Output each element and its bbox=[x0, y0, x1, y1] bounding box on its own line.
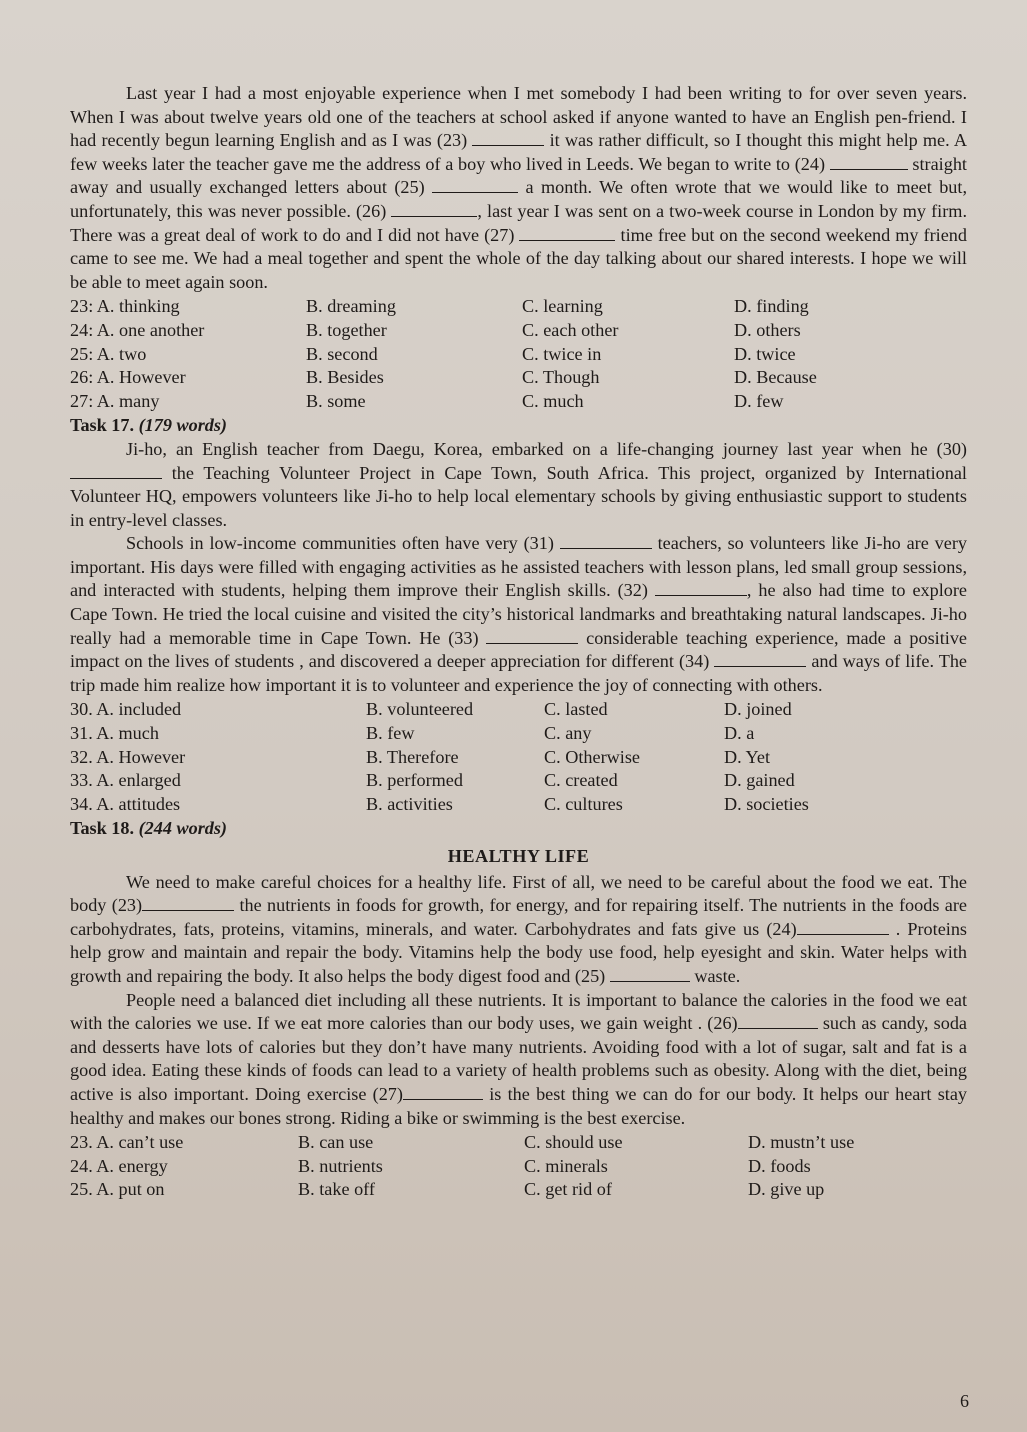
task16-options bbox=[70, 295, 967, 413]
option-31-a[interactable]: 31. A. much bbox=[70, 723, 159, 744]
option-31-b[interactable]: B. few bbox=[366, 723, 415, 744]
option-34-d[interactable]: D. societies bbox=[724, 793, 809, 814]
option-h25-a[interactable]: 25. A. put on bbox=[70, 1179, 165, 1200]
option-h25-d[interactable]: D. give up bbox=[748, 1179, 825, 1200]
volunteer-passage-p2: Schools in low-income communities often have very (31) teachers, so volunteers like Ji-ho are very important. His days were filled with engaging activities as he assisted teachers with lesson plans, led small group sessions, and interacted with students, helping them improve their English skills. (32) , he also had time to explore Cape Town. He tried the local cuisine and visited the city’s historical landmarks and breathtaking natural landscapes. Ji-ho really had a memorable time in Cape Town. He (33) considerable teaching experience, made a positive impact on the lives of students , and discovered a deeper appreciation for different (34) and ways of life. The trip made him realize how important it is to volunteer and experience the joy of connecting with others. bbox=[70, 533, 968, 695]
blank-34 bbox=[714, 652, 806, 667]
option-row-23 bbox=[70, 295, 967, 319]
option-h23-a[interactable]: 23. A. can’t use bbox=[70, 1132, 184, 1153]
volunteer-passage-p1: Ji-ho, an English teacher from Daegu, Korea, embarked on a life-changing journey last year when he (30) the Teaching Volunteer Project in Cape Town, South Africa. This project, organized by International Volunteer HQ, empowers volunteers like Ji-ho to help local elementary schools by giving enthusiastic support to students in entry-level classes. bbox=[70, 438, 967, 530]
option-h24-a[interactable]: 24. A. energy bbox=[70, 1155, 168, 1176]
option-30-c[interactable]: C. lasted bbox=[544, 699, 608, 720]
option-30-d[interactable]: D. joined bbox=[724, 699, 792, 720]
task18-heading: Task 18. (244 words) bbox=[70, 818, 227, 839]
option-h23-b[interactable]: B. can use bbox=[298, 1132, 374, 1153]
option-row-25 bbox=[70, 343, 967, 367]
task17-heading: Task 17. (179 words) bbox=[70, 415, 227, 436]
option-25-d[interactable]: D. twice bbox=[734, 343, 796, 364]
option-27-a[interactable]: 27: A. many bbox=[70, 390, 160, 411]
option-33-b[interactable]: B. performed bbox=[366, 770, 463, 791]
option-h25-b[interactable]: B. take off bbox=[298, 1179, 375, 1200]
option-row-h23 bbox=[70, 1131, 967, 1155]
page-number: 6 bbox=[960, 1391, 969, 1412]
option-33-d[interactable]: D. gained bbox=[724, 770, 795, 791]
option-h24-b[interactable]: B. nutrients bbox=[298, 1155, 383, 1176]
option-32-b[interactable]: B. Therefore bbox=[366, 746, 459, 767]
option-30-a[interactable]: 30. A. included bbox=[70, 699, 182, 720]
option-row-33 bbox=[70, 769, 967, 793]
option-row-h24 bbox=[70, 1155, 967, 1179]
option-33-c[interactable]: C. created bbox=[544, 770, 618, 791]
option-row-31 bbox=[70, 722, 967, 746]
option-27-c[interactable]: C. much bbox=[522, 390, 584, 411]
option-24-d[interactable]: D. others bbox=[734, 319, 801, 340]
healthy-life-passage-p2: People need a balanced diet including all these nutrients. It is important to balance the calories in the food we eat with the calories we use. If we eat more calories than our body uses, we gain weight . (26) such as candy, soda and desserts have lots of calories but they don’t have many nutrients. Avoiding food with a lot of sugar, salt and fat is a good idea. Eating these kinds of foods can lead to a variety of health problems such as obesity. Along with the diet, being active is also important. Doing exercise (27) is the best thing we can do for our body. It helps our heart stay healthy and makes our bones strong. Riding a bike or swimming is the best exercise. bbox=[70, 989, 968, 1128]
option-34-c[interactable]: C. cultures bbox=[544, 793, 623, 814]
option-23-d[interactable]: D. finding bbox=[734, 296, 809, 317]
option-24-a[interactable]: 24: A. one another bbox=[70, 319, 205, 340]
option-row-32 bbox=[70, 746, 967, 770]
option-row-24 bbox=[70, 319, 967, 343]
blank-31 bbox=[560, 534, 652, 549]
option-23-a[interactable]: 23: A. thinking bbox=[70, 296, 180, 317]
blank-24 bbox=[830, 155, 908, 170]
option-31-d[interactable]: D. a bbox=[724, 723, 755, 744]
option-23-b[interactable]: B. dreaming bbox=[306, 296, 396, 317]
option-32-c[interactable]: C. Otherwise bbox=[544, 746, 640, 767]
passage-title: HEALTHY LIFE bbox=[447, 846, 590, 866]
option-23-c[interactable]: C. learning bbox=[522, 296, 603, 317]
option-27-b[interactable]: B. some bbox=[306, 390, 366, 411]
option-25-c[interactable]: C. twice in bbox=[522, 343, 602, 364]
blank-25 bbox=[432, 178, 518, 193]
option-h24-c[interactable]: C. minerals bbox=[524, 1155, 608, 1176]
blank-32 bbox=[655, 581, 747, 596]
blank-30 bbox=[70, 464, 162, 479]
option-h23-d[interactable]: D. mustn’t use bbox=[748, 1132, 855, 1153]
option-25-a[interactable]: 25: A. two bbox=[70, 343, 147, 364]
option-row-30 bbox=[70, 698, 967, 722]
option-24-c[interactable]: C. each other bbox=[522, 319, 619, 340]
task17-options bbox=[70, 698, 967, 816]
option-row-h25 bbox=[70, 1178, 967, 1202]
option-32-a[interactable]: 32. A. However bbox=[70, 746, 186, 767]
option-30-b[interactable]: B. volunteered bbox=[366, 699, 474, 720]
task18-options bbox=[70, 1131, 967, 1202]
blank-23 bbox=[472, 131, 544, 146]
option-34-a[interactable]: 34. A. attitudes bbox=[70, 793, 181, 814]
blank-26 bbox=[391, 202, 477, 217]
option-row-34 bbox=[70, 793, 967, 817]
blank-h27 bbox=[403, 1085, 483, 1100]
blank-h24 bbox=[797, 920, 889, 935]
option-26-c[interactable]: C. Though bbox=[522, 367, 600, 388]
blank-h26 bbox=[738, 1014, 818, 1029]
blank-h23 bbox=[142, 896, 234, 911]
option-34-b[interactable]: B. activities bbox=[366, 793, 453, 814]
option-row-27 bbox=[70, 390, 967, 414]
option-33-a[interactable]: 33. A. enlarged bbox=[70, 770, 181, 791]
option-h24-d[interactable]: D. foods bbox=[748, 1155, 811, 1176]
option-26-d[interactable]: D. Because bbox=[734, 367, 817, 388]
healthy-life-passage-p1: We need to make careful choices for a healthy life. First of all, we need to be careful about the food we eat. The body (23) the nutrients in foods for growth, for energy, and for repairing itself. The nutrients in the foods are carbohydrates, fats, proteins, vitamins, minerals, and water. Carbohydrates and fats give us (24) . Proteins help grow and maintain and repair the body. Vitamins help the body use food, help eyesight and skin. Water helps with growth and repairing the body. It also helps the body digest food and (25) waste. bbox=[70, 871, 967, 986]
option-31-c[interactable]: C. any bbox=[544, 723, 592, 744]
option-27-d[interactable]: D. few bbox=[734, 390, 784, 411]
pen-friend-passage: Last year I had a most enjoyable experience when I met somebody I had been writing to for over seven years. When I was about twelve years old one of the teachers at school asked if anyone wanted to have an English pen-friend. I had recently begun learning English and as I was (23) it was rather difficult, so I thought this might help me. A few weeks later the teacher gave me the address of a boy who lived in Leeds. We began to write to (24) straight away and usually exchanged letters about (25) a month. We often wrote that we would like to meet but, unfortunately, this was never possible. (26) , last year I was sent on a two-week course in London by my firm. There was a great deal of work to do and I did not have (27) time free but on the second weekend my friend came to see me. We had a meal together and spent the whole of the day talking about our shared interests. I hope we will be able to meet again soon. bbox=[70, 83, 967, 292]
option-26-a[interactable]: 26: A. However bbox=[70, 367, 186, 388]
option-row-26 bbox=[70, 366, 967, 390]
blank-27 bbox=[519, 226, 615, 241]
option-h25-c[interactable]: C. get rid of bbox=[524, 1179, 612, 1200]
option-25-b[interactable]: B. second bbox=[306, 343, 378, 364]
option-32-d[interactable]: D. Yet bbox=[724, 746, 770, 767]
blank-h25 bbox=[610, 967, 690, 982]
option-24-b[interactable]: B. together bbox=[306, 319, 387, 340]
option-h23-c[interactable]: C. should use bbox=[524, 1132, 623, 1153]
option-26-b[interactable]: B. Besides bbox=[306, 367, 384, 388]
blank-33 bbox=[486, 629, 578, 644]
